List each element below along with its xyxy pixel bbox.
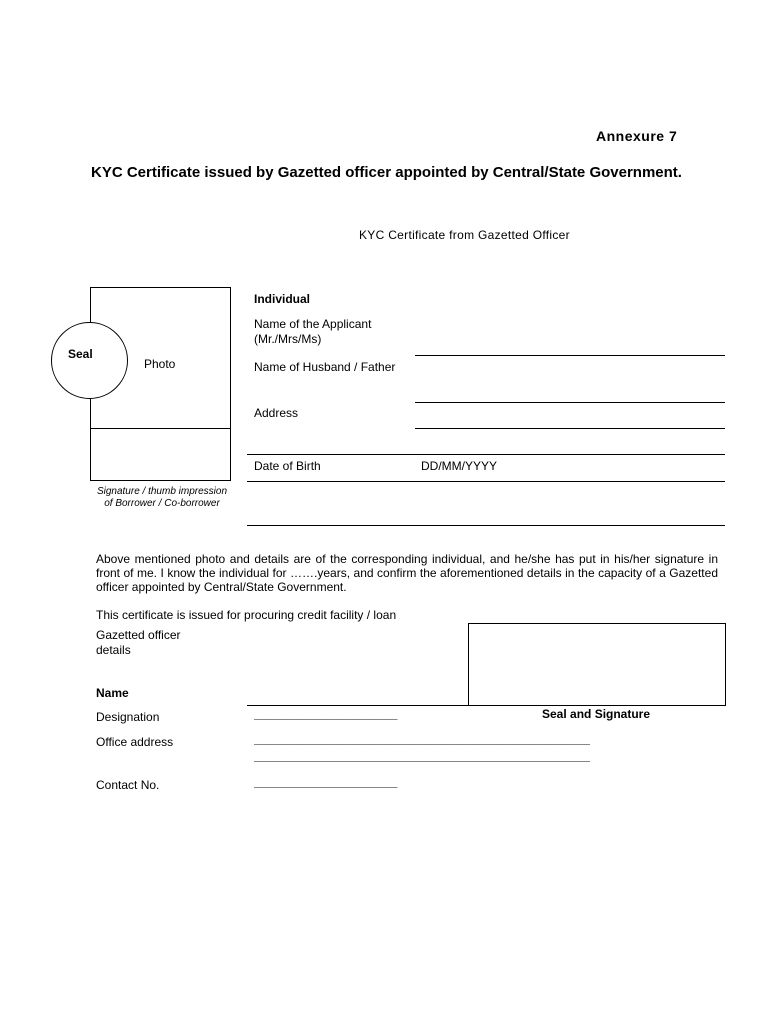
designation-blank: __________________________ [254, 712, 398, 723]
applicant-name-label: Name of the Applicant [254, 317, 372, 331]
photo-signature-divider [90, 428, 231, 429]
officer-name-line [247, 705, 468, 706]
form-subtitle: KYC Certificate from Gazetted Officer [359, 228, 570, 242]
applicant-name-line [415, 355, 725, 356]
annexure-label: Annexure 7 [596, 128, 678, 144]
photo-label: Photo [144, 357, 176, 371]
dob-label: Date of Birth [254, 459, 321, 473]
seal-signature-label: Seal and Signature [542, 707, 651, 721]
purpose-text: This certificate is issued for procuring credit facility / loan [96, 608, 397, 622]
individual-section-label: Individual [254, 292, 311, 306]
father-name-label: Name of Husband / Father [254, 360, 396, 374]
contact-blank: __________________________ [254, 780, 398, 791]
signature-line [247, 525, 725, 526]
office-address-label: Office address [96, 735, 174, 749]
dob-line [247, 481, 725, 482]
address-label: Address [254, 406, 299, 420]
officer-details-label-2: details [96, 643, 131, 657]
seal-label: Seal [68, 347, 93, 361]
address-line-2 [247, 454, 725, 455]
officer-name-label: Name [96, 686, 129, 700]
seal-signature-box [468, 623, 726, 706]
contact-label: Contact No. [96, 778, 160, 792]
designation-label: Designation [96, 710, 160, 724]
office-address-blank-1: _____________________________________________________________ [254, 737, 590, 748]
father-name-line [415, 402, 725, 403]
office-address-blank-2: _____________________________________________________________ [254, 754, 590, 765]
declaration-text: Above mentioned photo and details are of the corresponding individual, and he/she has put in his/her signature in front of me. I know the individual for …….years, and confirm the aforementioned details in the capacity of a Gazetted officer appointed by Central/State Government. [96, 552, 718, 594]
dob-format: DD/MM/YYYY [421, 459, 498, 473]
applicant-title-label: (Mr./Mrs/Ms) [254, 332, 322, 346]
signature-caption: Signature / thumb impression of Borrower / Co-borrower [96, 486, 228, 509]
address-line-1 [415, 428, 725, 429]
officer-details-label: Gazetted officer [96, 628, 181, 642]
page-title: KYC Certificate issued by Gazetted officer appointed by Central/State Government. [91, 164, 682, 181]
